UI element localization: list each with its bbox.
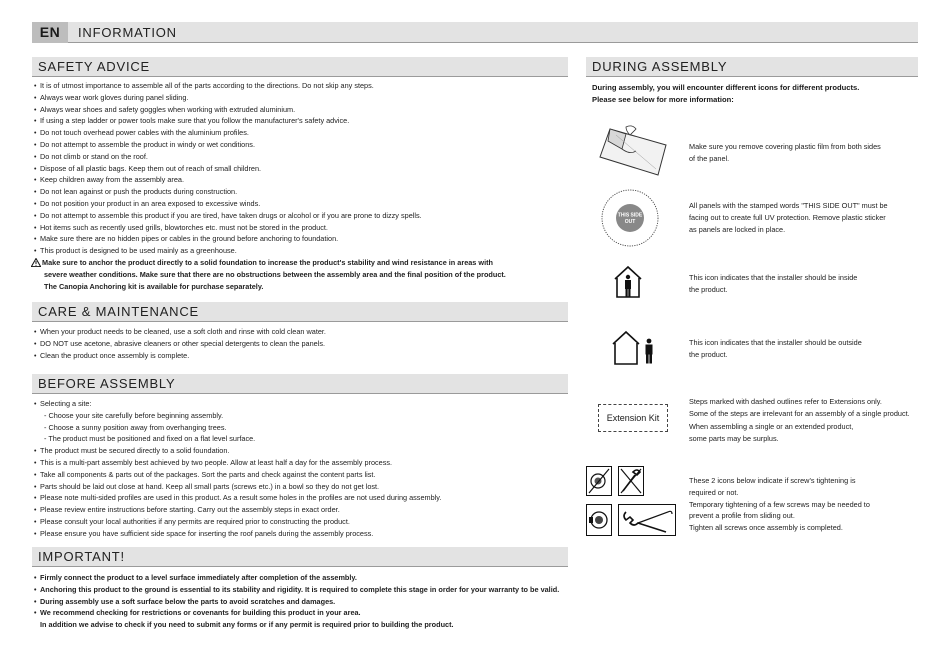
warning-triangle-icon [31, 258, 41, 267]
list-subitem: - Choose your site carefully before beginning assembly. [44, 410, 224, 420]
care-maintenance-list [34, 326, 326, 361]
list-item: • Clean the product once assembly is complete. [34, 350, 326, 362]
list-item: • Selecting a site: [34, 398, 441, 410]
screw-tightening-icons [586, 466, 676, 536]
list-item: • The product must be secured directly to a solid foundation. [34, 445, 441, 457]
page-title: INFORMATION [78, 25, 177, 40]
description-line: This icon indicates that the installer should be inside [689, 273, 858, 282]
installer-outside-description [689, 337, 862, 361]
installer-inside-icon [613, 265, 643, 299]
extension-kit-icon: Extension Kit [598, 404, 668, 432]
stamp-text: THIS SIDE [617, 212, 643, 219]
list-item: • Do not position your product in an area exposed to excessive winds. [34, 198, 506, 210]
description-line: as panels are locked in place. [689, 224, 786, 234]
warning-line: Make sure to anchor the product directly to a solid foundation to increase the product's stability and wind resistance in areas with [42, 257, 493, 267]
list-item: • It is of utmost importance to assemble all of the parts according to the directions. Do not skip any steps. [34, 80, 506, 92]
list-item: • Always wear work gloves during panel sliding. [34, 92, 506, 104]
description-line: Steps marked with dashed outlines refer to Extensions only. [689, 397, 882, 406]
list-item: • Anchoring this product to the ground is essential to its stability and rigidity. It is required to complete this stage in order for your warranty to be valid. [34, 584, 559, 596]
list-item: • We recommend checking for restrictions or covenants for building this product in your area. [34, 607, 559, 619]
list-item: • Do not climb or stand on the roof. [34, 151, 506, 163]
description-line: When assembling a single or an extended product, [689, 422, 854, 432]
list-item: • During assembly use a soft surface below the parts to avoid scratches and damages. [34, 596, 559, 608]
list-item: • Do not lean against or push the products during construction. [34, 186, 506, 198]
warning-line: The Canopia Anchoring kit is available for purchase separately. [44, 281, 264, 291]
description-line: These 2 icons below indicate if screw's tightening is [689, 476, 856, 485]
plastic-film-panel-icon [596, 125, 668, 177]
wrench-crossed-icon [618, 466, 644, 496]
list-item: • This product is designed to be used mainly as a greenhouse. [34, 245, 506, 257]
plastic-film-description [689, 141, 881, 165]
before-assembly-heading: BEFORE ASSEMBLY [32, 374, 568, 394]
important-list [34, 572, 559, 631]
screw-not-tightened-icon [586, 466, 612, 496]
care-maintenance-heading: CARE & MAINTENANCE [32, 302, 568, 322]
during-assembly-heading: DURING ASSEMBLY [586, 57, 918, 77]
this-side-out-stamp-icon [597, 187, 663, 249]
description-line: facing out to create full UV protection. Remove plastic sticker [689, 212, 886, 222]
screw-tightening-description [689, 475, 870, 534]
list-item: • This is a multi-part assembly best achieved by two people. Allow at least half a day for the assembly process. [34, 457, 441, 469]
safety-advice-heading: SAFETY ADVICE [32, 57, 568, 77]
description-line: Tighten all screws once assembly is completed. [689, 523, 843, 533]
list-item: • Take all components & parts out of the packages. Sort the parts and check against the content parts list. [34, 469, 441, 481]
page-header [32, 22, 918, 43]
stamp-text: OUT [624, 219, 636, 225]
description-line: Some of the steps are irrelevant for an assembly of a single product. [689, 408, 910, 418]
list-subitem: - Choose a sunny position away from overhanging trees. [44, 422, 227, 432]
installer-inside-description [689, 272, 857, 296]
description-line: some parts may be surplus. [689, 433, 779, 443]
safety-advice-list [34, 80, 506, 292]
list-item: • Firmly connect the product to a level surface immediately after completion of the assembly. [34, 572, 559, 584]
description-line: This icon indicates that the installer should be outside [689, 338, 862, 347]
list-item: • Do not attempt to assemble this product if you are tired, have taken drugs or alcohol or if you are prone to dizzy spells. [34, 210, 506, 222]
description-line: the product. [689, 284, 728, 294]
extension-kit-description [689, 396, 910, 445]
description-line: Make sure you remove covering plastic film from both sides [689, 142, 881, 151]
list-item: • Make sure there are no hidden pipes or cables in the ground before anchoring to foundation. [34, 233, 506, 245]
wrench-icon [618, 504, 676, 536]
list-item: • Do not attempt to assemble the product in windy or wet conditions. [34, 139, 506, 151]
list-item: • When your product needs to be cleaned, use a soft cloth and rinse with cold clean water. [34, 326, 326, 338]
anchoring-warning [32, 257, 506, 269]
this-side-out-description [689, 200, 888, 235]
description-line: prevent a profile from sliding out. [689, 511, 795, 521]
list-item: • Hot items such as recently used grills, blowtorches etc. must not be stored in the product. [34, 222, 506, 234]
intro-line: Please see below for more information: [592, 94, 734, 104]
list-item: • Please review entire instructions before starting. Carry out the assembly steps in exact order. [34, 504, 441, 516]
description-line: the product. [689, 349, 728, 359]
list-item: • Please note multi-sided profiles are used in this product. As a result some holes in the profiles are not used during assembly. [34, 492, 441, 504]
list-item: • Dispose of all plastic bags. Keep them out of reach of small children. [34, 163, 506, 175]
intro-line: During assembly, you will encounter different icons for different products. [592, 83, 860, 92]
list-item: • DO NOT use acetone, abrasive cleaners or other special detergents to clean the panels. [34, 338, 326, 350]
list-item: • If using a step ladder or power tools make sure that you follow the manufacturer's safety advice. [34, 115, 506, 127]
screw-tightened-icon [586, 504, 612, 536]
list-item: • Please ensure you have sufficient side space for inserting the roof panels during the assembly process. [34, 528, 441, 540]
language-badge: EN [32, 22, 68, 43]
list-item-continuation: In addition we advise to check if you need to submit any forms or if any permit is required prior to building the product. [40, 620, 454, 630]
list-item: • Keep children away from the assembly area. [34, 174, 506, 186]
list-item: • Do not touch overhead power cables with the aluminium profiles. [34, 127, 506, 139]
description-line: Temporary tightening of a few screws may be needed to [689, 499, 870, 509]
before-assembly-list [34, 398, 441, 540]
description-line: of the panel. [689, 153, 730, 163]
list-item: • Parts should be laid out close at hand. Keep all small parts (screws etc.) in a bowl so they do not get lost. [34, 481, 441, 493]
installer-outside-icon [611, 330, 657, 366]
list-subitem: - The product must be positioned and fixed on a flat level surface. [44, 434, 256, 444]
list-item: • Please consult your local authorities if any permits are required prior to constructing the product. [34, 516, 441, 528]
description-line: required or not. [689, 487, 739, 497]
description-line: All panels with the stamped words "THIS SIDE OUT" must be [689, 201, 888, 210]
during-assembly-intro [592, 82, 859, 105]
warning-line: severe weather conditions. Make sure that there are no obstructions between the assembly area and the final position of the product. [44, 269, 506, 279]
important-heading: IMPORTANT! [32, 547, 568, 567]
list-item: • Always wear shoes and safety goggles when working with extruded aluminium. [34, 104, 506, 116]
